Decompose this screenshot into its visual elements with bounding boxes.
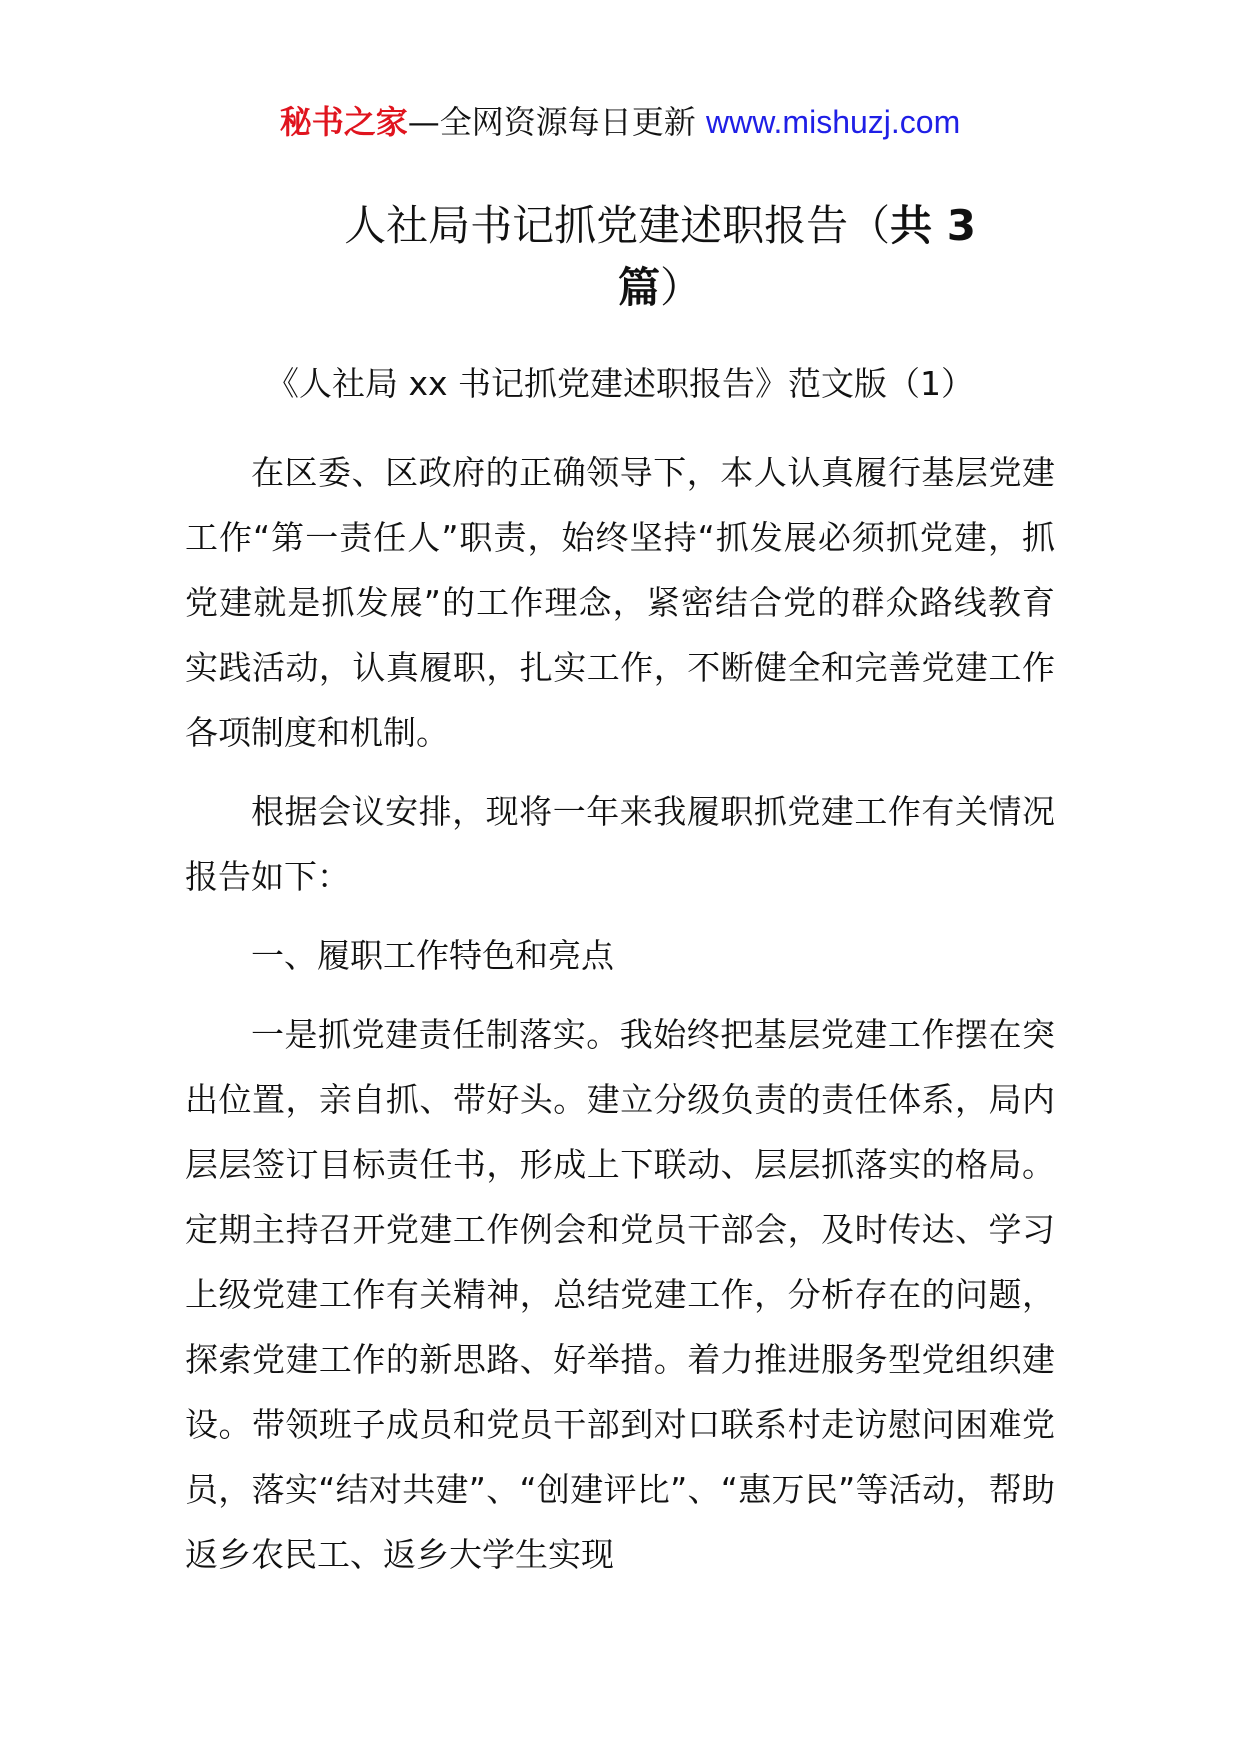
title-line-2 [260, 257, 1060, 319]
header-slogan: —全网资源每日更新 [407, 103, 706, 141]
document-subtitle: 《人社局 xx 书记抓党建述职报告》范文版（1） [265, 364, 975, 403]
paragraph-section-1: 一是抓党建责任制落实。我始终把基层党建工作摆在突出位置，亲自抓、带好头。建立分级负责的责任体系，局内层层签订目标责任书，形成上下联动、层层抓落实的格局。定期主持召开党建工作例会和党员干部会，及时传达、学习上级党建工作有关精神，总结党建工作，分析存在的问题，探索党建工作的新思路、好举措。着力推进服务型党组织建设。带领班子成员和党员干部到对口联系村走访慰问困难党员，落实“结对共建”、“创建评比”、“惠万民”等活动，帮助返乡农民工、返乡大学生实现 [185, 1015, 1055, 1574]
site-header [0, 100, 1240, 144]
title-unit: 篇 [617, 263, 660, 312]
title-text: 人社局书记抓党建述职报告（ [344, 201, 891, 250]
title-line-1 [260, 195, 1060, 257]
site-url-link[interactable]: www.mishuzj.com [705, 104, 961, 140]
brand-name: 秘书之家 [279, 103, 408, 141]
title-close-paren: ） [660, 263, 703, 312]
document-title [260, 195, 1060, 319]
section-heading: 一、履职工作特色和亮点 [251, 936, 614, 975]
paragraph-report-intro: 根据会议安排，现将一年来我履职抓党建工作有关情况报告如下： [185, 792, 1055, 896]
paragraph-intro: 在区委、区政府的正确领导下，本人认真履行基层党建工作“第一责任人”职责，始终坚持“抓发展必须抓党建，抓党建就是抓发展”的工作理念，紧密结合党的群众路线教育实践活动，认真履职，扎实工作，不断健全和完善党建工作各项制度和机制。 [185, 453, 1055, 752]
title-count: 共 3 [890, 201, 976, 250]
document-body [185, 440, 1055, 1601]
